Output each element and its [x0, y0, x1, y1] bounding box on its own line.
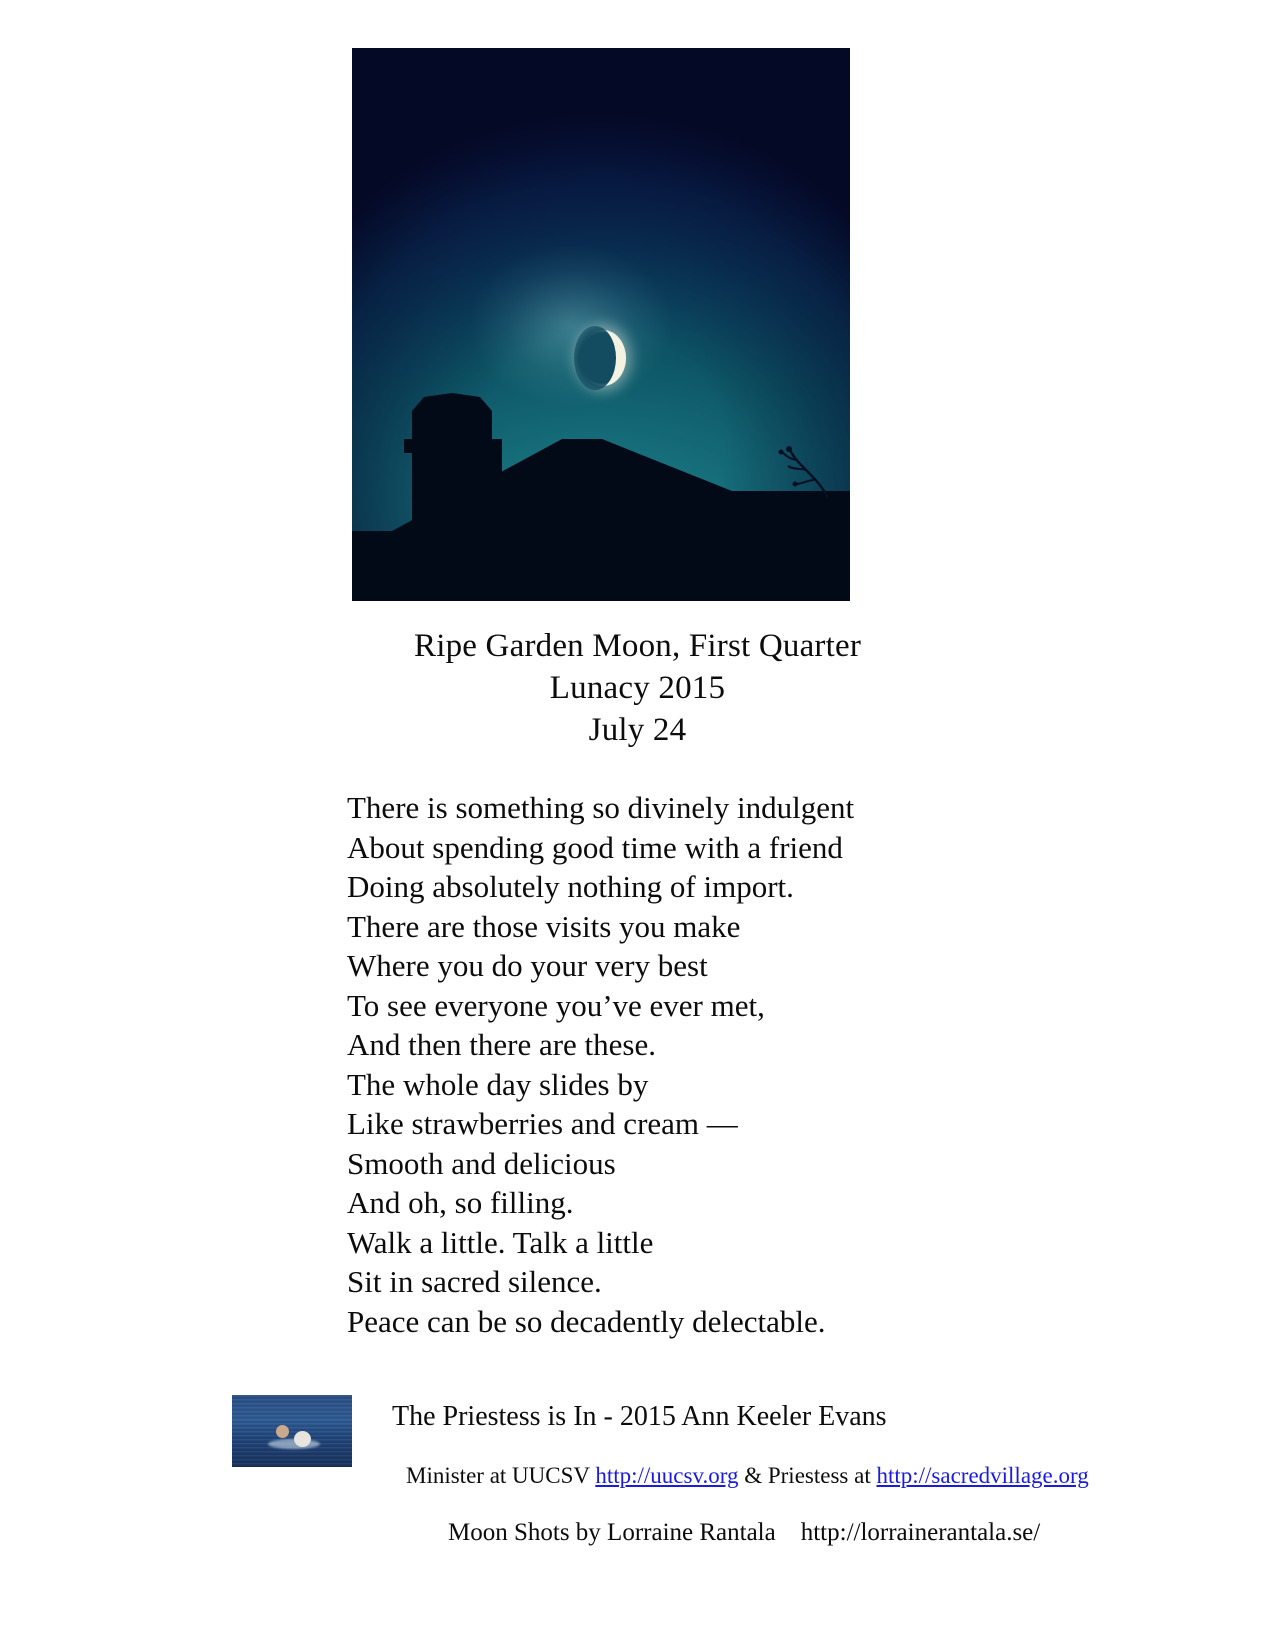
title-line-1: Ripe Garden Moon, First Quarter — [413, 628, 862, 664]
poem-line: There is something so divinely indulgent — [347, 790, 855, 825]
poem-line: Peace can be so decadently delectable. — [347, 1303, 826, 1339]
poem-line: Doing absolutely nothing of import. — [347, 869, 794, 904]
footer-row — [0, 1395, 1275, 1546]
priestess-credit: The Priestess is In - 2015 Ann Keeler Evans — [392, 1401, 887, 1432]
title-line-2: Lunacy 2015 — [549, 670, 726, 706]
footer — [0, 1395, 1275, 1546]
poem-line: To see everyone you’ve ever met, — [347, 987, 765, 1023]
photo-credit-spacer — [776, 1519, 801, 1546]
swimmer-head-one — [276, 1425, 289, 1438]
poem-line: There are those visits you make — [347, 908, 741, 944]
lorrainerantala-link[interactable]: http://lorrainerantala.se/ — [800, 1519, 1041, 1546]
priestess-prefix: & Priestess at — [738, 1463, 877, 1488]
poem-line: Smooth and delicious — [347, 1145, 616, 1181]
title-block — [0, 625, 1275, 751]
poem-line: About spending good time with a friend — [347, 829, 843, 865]
photo-credit-text: Moon Shots by Lorraine Rantala — [448, 1519, 776, 1546]
water-texture — [232, 1395, 352, 1467]
minister-prefix: Minister at UUCSV — [406, 1463, 596, 1488]
tree-branch-icon — [762, 440, 832, 500]
poem-line: Like strawberries and cream — — [347, 1106, 738, 1141]
poem-line: The whole day slides by — [347, 1066, 649, 1102]
sacredvillage-link[interactable]: http://sacredvillage.org — [876, 1463, 1089, 1488]
poem-line: Where you do your very best — [347, 948, 708, 983]
poem-line: Walk a little. Talk a little — [347, 1224, 654, 1260]
photo-canvas — [352, 48, 850, 601]
swimmer-head-two — [294, 1431, 311, 1447]
swimmers-photograph — [232, 1395, 352, 1467]
moon-photograph — [352, 48, 850, 601]
photo-credit-line — [398, 1491, 1040, 1575]
poem-line: And then there are these. — [347, 1027, 657, 1062]
poem-line: And oh, so filling. — [347, 1185, 574, 1220]
title-line-3: July 24 — [588, 712, 687, 748]
poem-body — [347, 788, 1047, 1341]
poem-line: Sit in sacred silence. — [347, 1264, 602, 1299]
uucsv-link[interactable]: http://uucsv.org — [595, 1463, 739, 1488]
